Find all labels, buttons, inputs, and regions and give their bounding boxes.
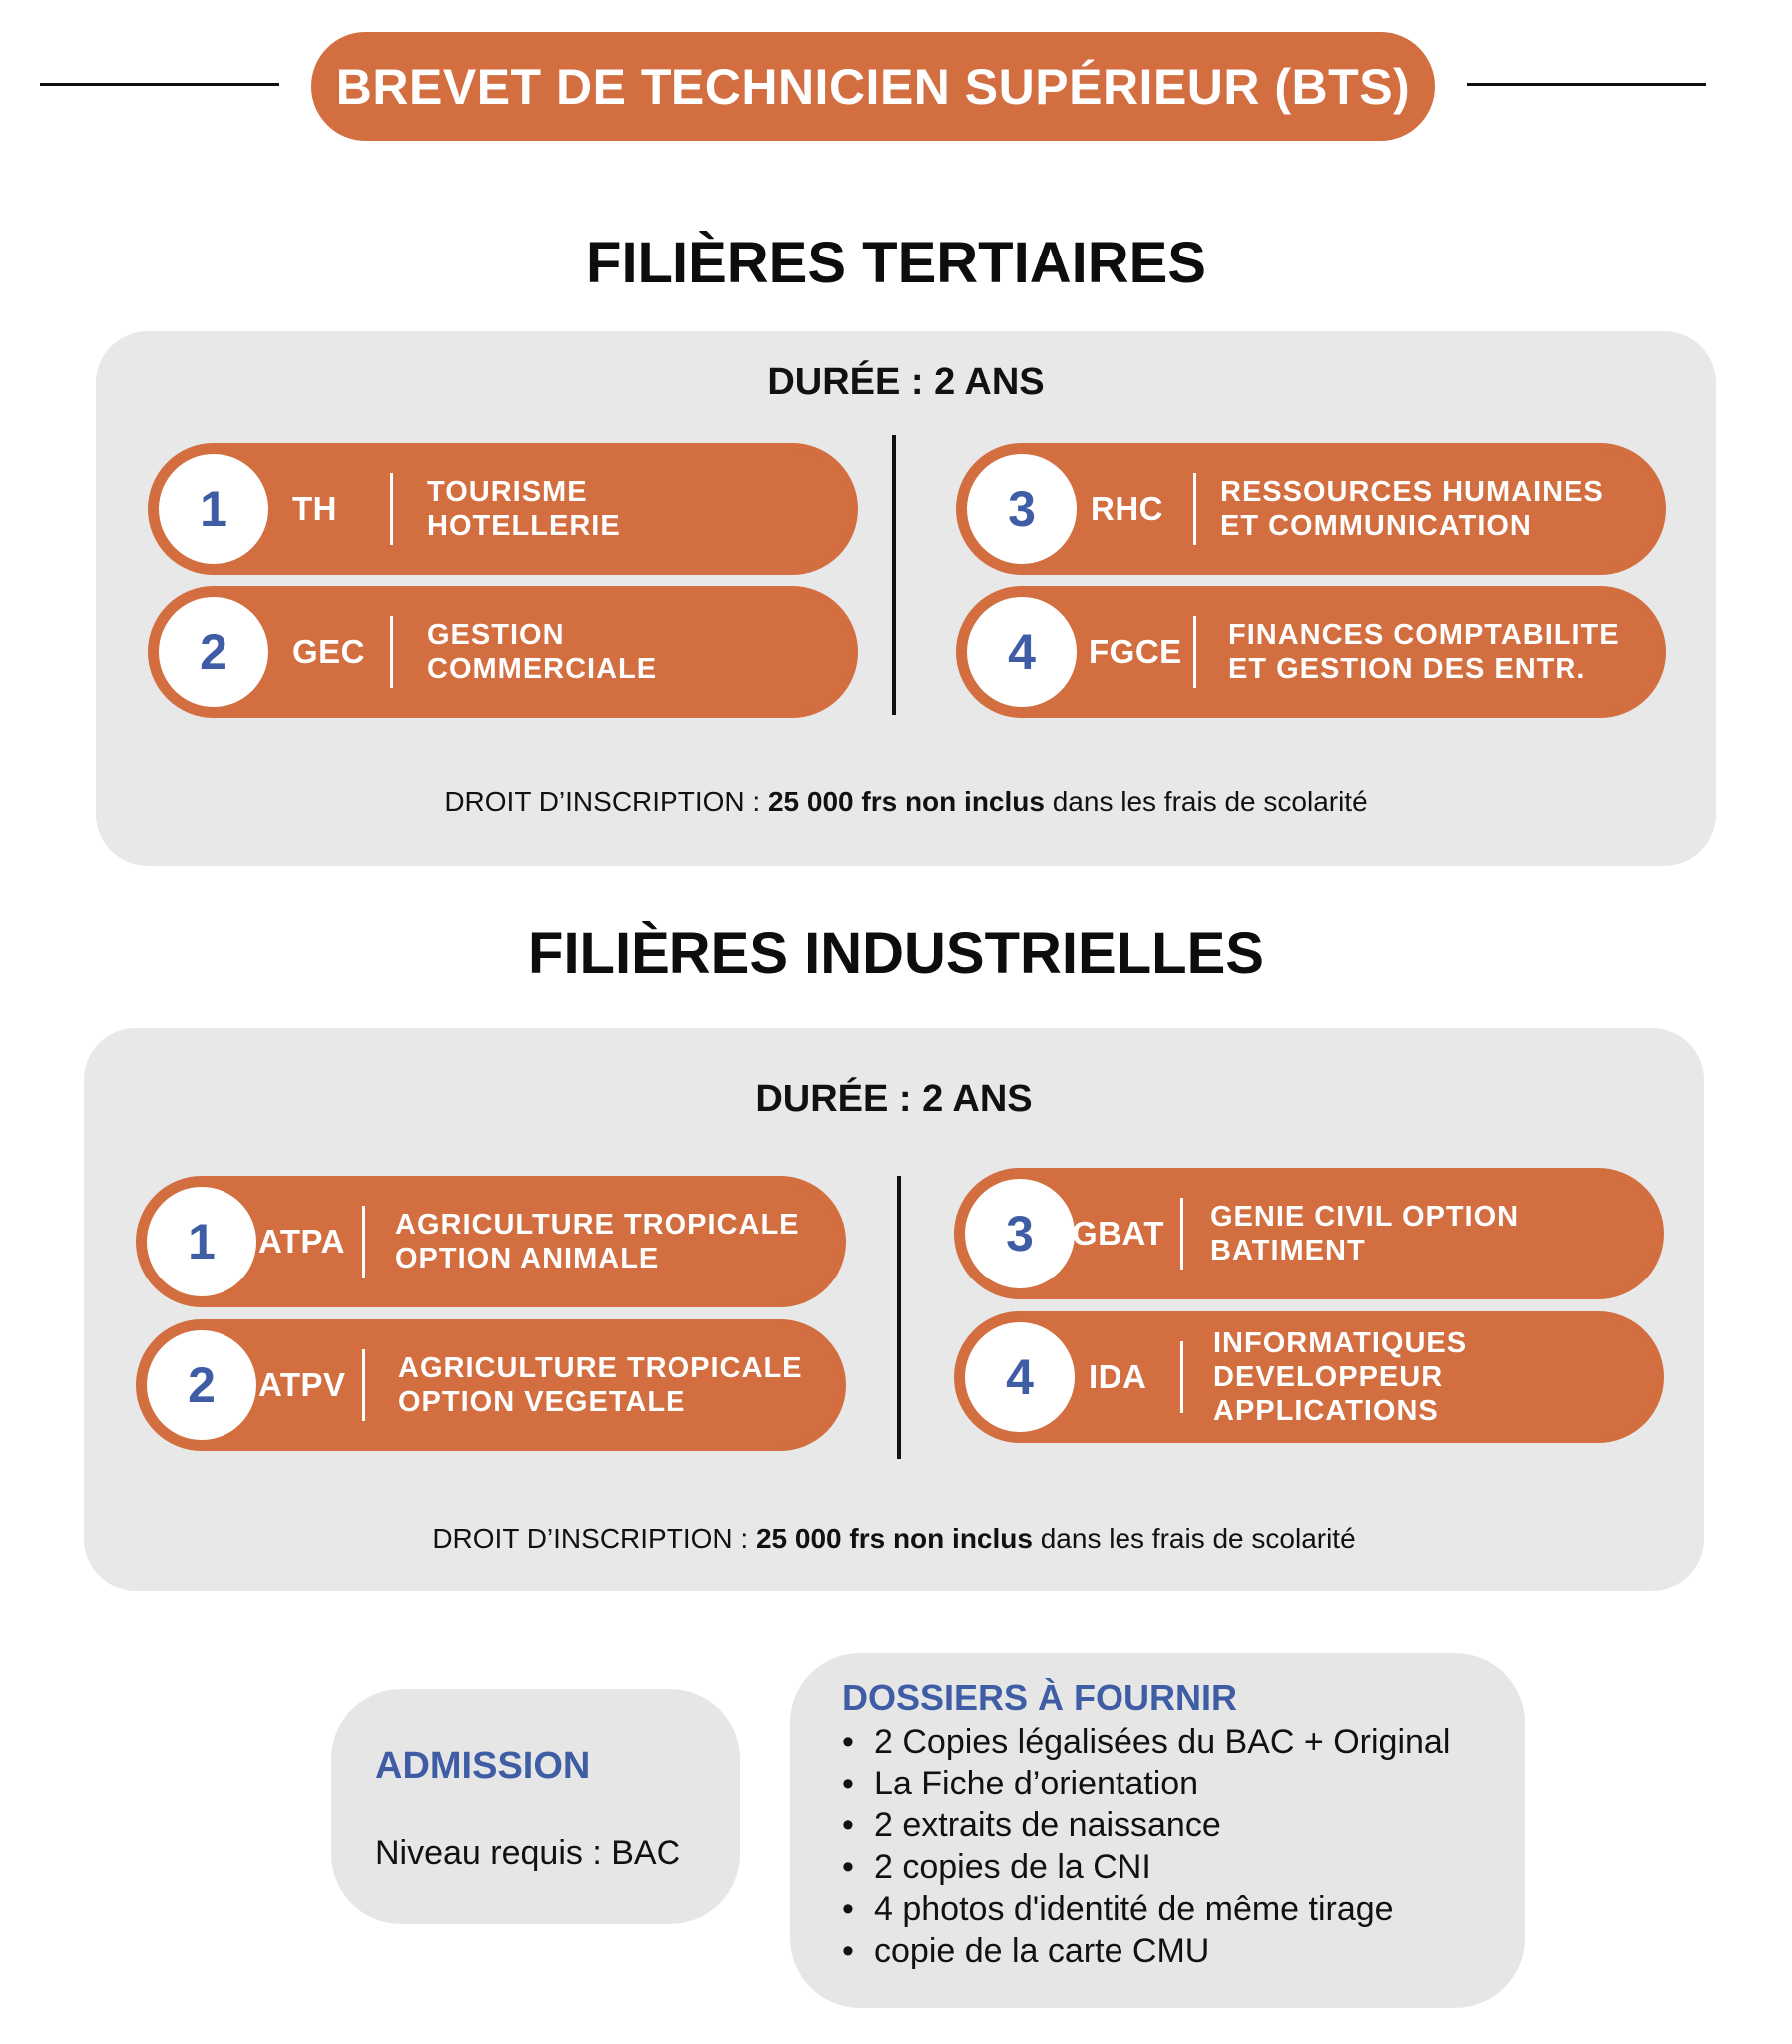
- program-th: [148, 443, 858, 575]
- admission-requirement: Niveau requis : BAC: [375, 1834, 681, 1872]
- program-separator: [1193, 616, 1196, 688]
- header-rule-left: [40, 83, 279, 86]
- program-description: FINANCES COMPTABILITE ET GESTION DES ENTR.: [1228, 619, 1620, 685]
- program-code: RHC: [1091, 490, 1163, 527]
- bts-banner: BREVET DE TECHNICIEN SUPÉRIEUR (BTS): [311, 32, 1435, 141]
- tertiaires-duration: DURÉE : 2 ANS: [767, 361, 1045, 403]
- industrielles-panel: [84, 1028, 1704, 1591]
- program-code: GEC: [292, 633, 366, 670]
- program-number: 3: [967, 454, 1077, 564]
- program-description: INFORMATIQUES DEVELOPPEUR APPLICATIONS: [1213, 1327, 1468, 1427]
- dossiers-title: DOSSIERS À FOURNIR: [842, 1677, 1238, 1718]
- program-description: AGRICULTURE TROPICALE OPTION VEGETALE: [398, 1352, 803, 1418]
- program-number: 1: [159, 454, 268, 564]
- program-ida: [954, 1311, 1664, 1443]
- tertiaires-title: FILIÈRES TERTIAIRES: [586, 231, 1206, 295]
- program-fgce: [956, 586, 1666, 718]
- program-code: TH: [292, 490, 337, 527]
- program-number: 2: [147, 1330, 256, 1440]
- industrielles-title: FILIÈRES INDUSTRIELLES: [528, 921, 1264, 986]
- program-number: 2: [159, 597, 268, 707]
- industrielles-fees: DROIT D’INSCRIPTION : 25 000 frs non inclus dans les frais de scolarité: [432, 1523, 1356, 1554]
- list-item: • 4 photos d'identité de même tirage: [842, 1888, 1450, 1930]
- program-gbat: [954, 1168, 1664, 1299]
- program-separator: [390, 473, 393, 545]
- program-code: FGCE: [1089, 633, 1182, 670]
- tertiaires-fees: DROIT D’INSCRIPTION : 25 000 frs non inclus dans les frais de scolarité: [444, 786, 1368, 817]
- industrielles-duration: DURÉE : 2 ANS: [755, 1078, 1033, 1120]
- dossiers-panel: [790, 1653, 1525, 2008]
- program-code: GBAT: [1072, 1215, 1165, 1252]
- dossiers-list: [842, 1721, 1450, 1972]
- program-number: 4: [965, 1322, 1075, 1432]
- program-rhc: [956, 443, 1666, 575]
- program-description: GESTION COMMERCIALE: [427, 619, 658, 685]
- list-item: • 2 copies de la CNI: [842, 1846, 1450, 1888]
- program-separator: [362, 1349, 365, 1421]
- list-item: • 2 extraits de naissance: [842, 1804, 1450, 1846]
- program-number: 1: [147, 1187, 256, 1296]
- admission-title: ADMISSION: [375, 1745, 591, 1787]
- industrielles-divider: [897, 1176, 901, 1459]
- program-description: RESSOURCES HUMAINES ET COMMUNICATION: [1220, 476, 1604, 542]
- program-separator: [1180, 1341, 1183, 1413]
- tertiaires-divider: [892, 435, 896, 715]
- program-code: IDA: [1089, 1358, 1147, 1395]
- tertiaires-panel: [96, 331, 1716, 866]
- header-rule-right: [1467, 83, 1706, 86]
- program-description: GENIE CIVIL OPTION BATIMENT: [1210, 1201, 1520, 1267]
- program-atpa: [136, 1176, 846, 1307]
- program-gec: [148, 586, 858, 718]
- program-separator: [1193, 473, 1196, 545]
- program-atpv: [136, 1319, 846, 1451]
- program-code: ATPV: [258, 1366, 346, 1403]
- program-description: TOURISME HOTELLERIE: [427, 476, 621, 542]
- program-description: AGRICULTURE TROPICALE OPTION ANIMALE: [395, 1209, 800, 1275]
- list-item: • copie de la carte CMU: [842, 1930, 1450, 1972]
- program-separator: [362, 1206, 365, 1278]
- admission-panel: [331, 1689, 740, 1924]
- program-code: ATPA: [258, 1223, 345, 1260]
- program-number: 3: [965, 1179, 1075, 1288]
- program-number: 4: [967, 597, 1077, 707]
- program-separator: [1180, 1198, 1183, 1270]
- list-item: • 2 Copies légalisées du BAC + Original: [842, 1721, 1450, 1763]
- program-separator: [390, 616, 393, 688]
- list-item: • La Fiche d’orientation: [842, 1763, 1450, 1804]
